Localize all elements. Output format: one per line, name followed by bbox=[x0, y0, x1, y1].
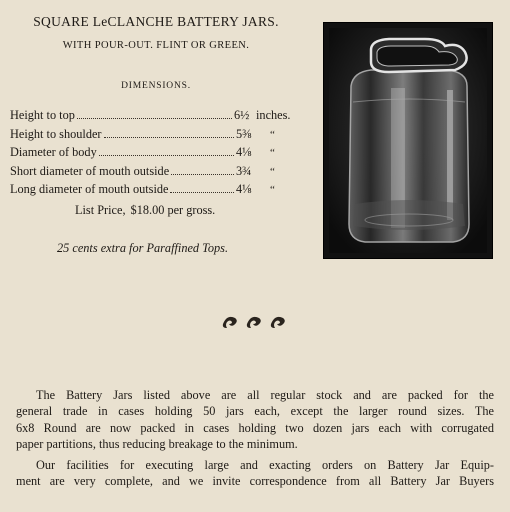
page-subtitle: WITH POUR-OUT. FLINT OR GREEN. bbox=[62, 40, 250, 51]
dimension-value: 3¾ bbox=[236, 163, 252, 178]
dot-leader bbox=[99, 155, 234, 156]
dimensions-table bbox=[10, 108, 310, 201]
dimension-unit: inches. bbox=[256, 108, 291, 122]
list-price bbox=[75, 203, 215, 218]
dimension-unit: “ bbox=[270, 128, 275, 141]
price-amount: $18.00 per gross. bbox=[130, 203, 216, 217]
body-paragraph bbox=[16, 457, 494, 490]
paraffined-tops-note: 25 cents extra for Paraffined Tops. bbox=[57, 241, 229, 255]
dimension-value: 5⅜ bbox=[236, 126, 252, 141]
dimension-value: 6½ bbox=[234, 108, 250, 122]
dimension-label: Long diameter of mouth outside bbox=[10, 182, 169, 197]
body-line: 6x8 Round are now packed in cases holding two dozen jars each with corrugated bbox=[16, 420, 494, 435]
dot-leader bbox=[171, 174, 234, 175]
fleuron-ornament-icon bbox=[219, 310, 291, 332]
dimension-unit: “ bbox=[270, 184, 275, 197]
body-line: general trade in cases holding 50 jars each, except the larger round sizes. The bbox=[16, 404, 494, 419]
body-line: ment are very complete, and we invite correspondence from all Battery Jar Buyers bbox=[16, 474, 494, 489]
dimensions-heading: DIMENSIONS. bbox=[121, 81, 191, 91]
dimension-label: Short diameter of mouth outside bbox=[10, 163, 170, 178]
page-title: SQUARE LeCLANCHE BATTERY JARS. bbox=[33, 14, 279, 29]
dimension-row bbox=[10, 108, 310, 127]
dimension-value: 4⅛ bbox=[236, 145, 252, 160]
body-line: paper partitions, thus reducing breakage to the minimum. bbox=[16, 437, 298, 452]
price-label: List Price, bbox=[75, 203, 126, 217]
dot-leader bbox=[104, 137, 234, 138]
body-paragraph bbox=[16, 387, 494, 453]
dimension-label: Height to shoulder bbox=[10, 126, 102, 141]
body-line: Our facilities for executing large and exacting orders on Battery Jar Equip- bbox=[36, 457, 494, 472]
jar-photo bbox=[323, 22, 493, 259]
dimension-value: 4⅛ bbox=[236, 182, 252, 197]
dimension-label: Height to top bbox=[10, 108, 75, 122]
dimension-row bbox=[10, 182, 310, 201]
dot-leader bbox=[77, 118, 232, 119]
dimension-unit: “ bbox=[270, 165, 275, 178]
dimension-row bbox=[10, 164, 310, 183]
dot-leader bbox=[170, 192, 234, 193]
body-line: The Battery Jars listed above are all regular stock and are packed for the bbox=[36, 388, 494, 402]
body-copy bbox=[16, 387, 494, 489]
dimension-unit: “ bbox=[270, 147, 275, 160]
battery-jar-illustration bbox=[329, 28, 487, 253]
dimension-row bbox=[10, 127, 310, 146]
dimension-label: Diameter of body bbox=[10, 145, 97, 160]
dimension-row bbox=[10, 145, 310, 164]
